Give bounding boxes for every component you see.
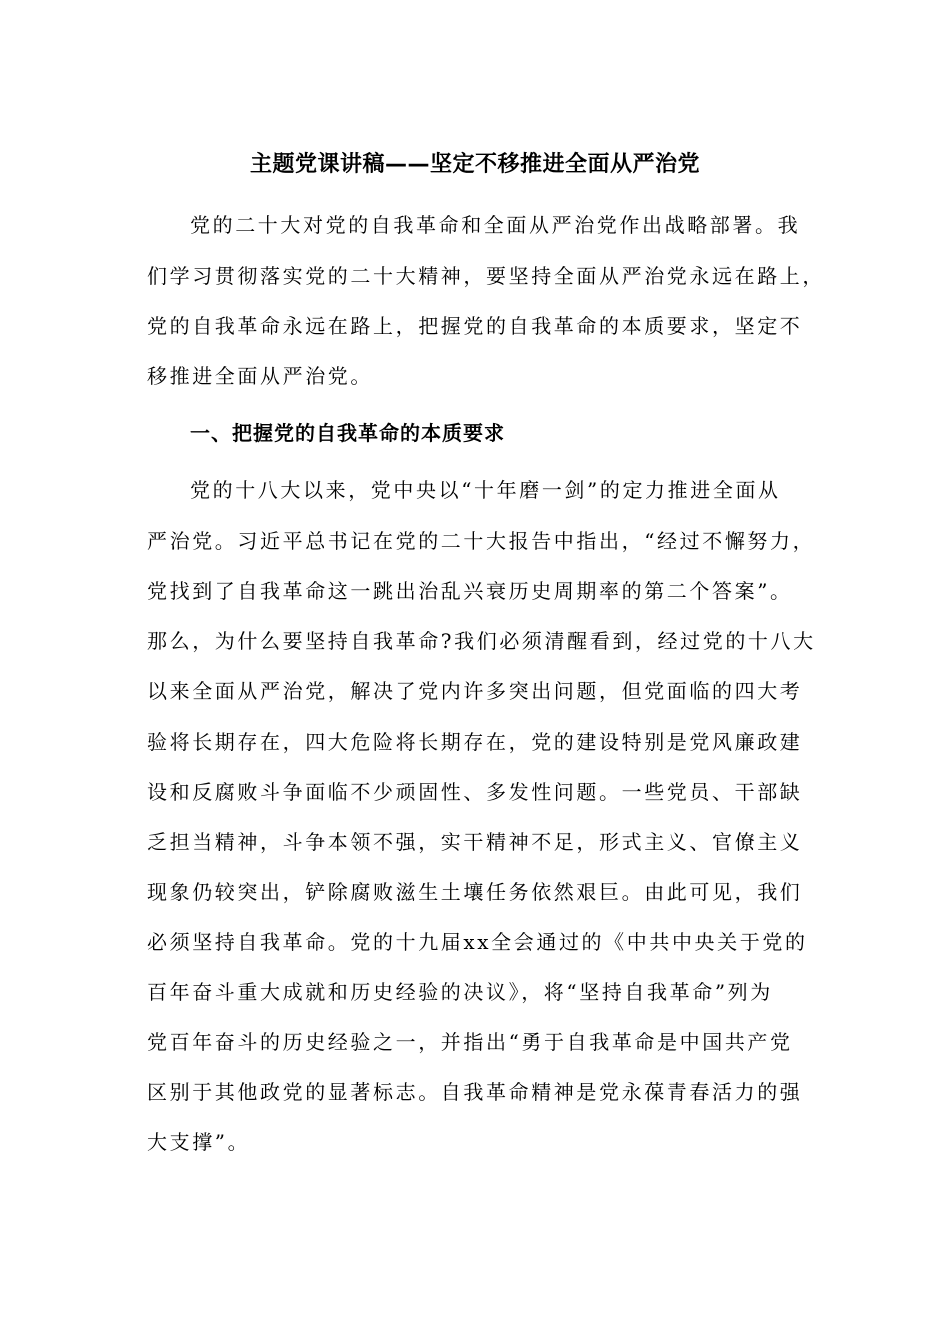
paragraph-line: 设和反腐败斗争面临不少顽固性、多发性问题。一些党员、干部缺 [147,780,803,804]
document-title: 主题党课讲稿——坚定不移推进全面从严治党 [249,152,700,177]
section-heading: 一、把握党的自我革命的本质要求 [190,421,505,445]
paragraph-line: 党找到了自我革命这一跳出治乱兴衰历史周期率的第二个答案”。 [147,579,793,603]
paragraph-line: 必须坚持自我革命。党的十九届xx全会通过的《中共中央关于党的 [147,930,808,954]
paragraph-line: 乏担当精神，斗争本领不强，实干精神不足，形式主义、官僚主义 [147,830,803,854]
paragraph-line: 那么，为什么要坚持自我革命?我们必须清醒看到，经过党的十八大 [147,629,816,653]
paragraph-line: 以来全面从严治党，解决了党内许多突出问题，但党面临的四大考 [147,679,803,703]
paragraph-line: 百年奋斗重大成就和历史经验的决议》，将“坚持自我革命”列为 [147,980,773,1004]
paragraph-line: 们学习贯彻落实党的二十大精神，要坚持全面从严治党永远在路上， [147,264,825,288]
paragraph-line: 党的二十大对党的自我革命和全面从严治党作出战略部署。我 [190,213,801,237]
paragraph-line: 验将长期存在，四大危险将长期存在，党的建设特别是党风廉政建 [147,730,803,754]
paragraph-line: 党百年奋斗的历史经验之一，并指出“勇于自我革命是中国共产党 [147,1030,793,1054]
paragraph-line: 现象仍较突出，铲除腐败滋生土壤任务依然艰巨。由此可见，我们 [147,880,803,904]
paragraph-line: 党的十八大以来，党中央以“十年磨一剑”的定力推进全面从 [190,478,781,502]
paragraph-line: 移推进全面从严治党。 [147,364,373,388]
paragraph-line: 区别于其他政党的显著标志。自我革命精神是党永葆青春活力的强 [147,1080,803,1104]
paragraph-line: 党的自我革命永远在路上，把握党的自我革命的本质要求，坚定不 [147,314,803,338]
paragraph-line: 大支撑”。 [147,1130,251,1154]
paragraph-line: 严治党。习近平总书记在党的二十大报告中指出，“经过不懈努力， [147,529,816,553]
